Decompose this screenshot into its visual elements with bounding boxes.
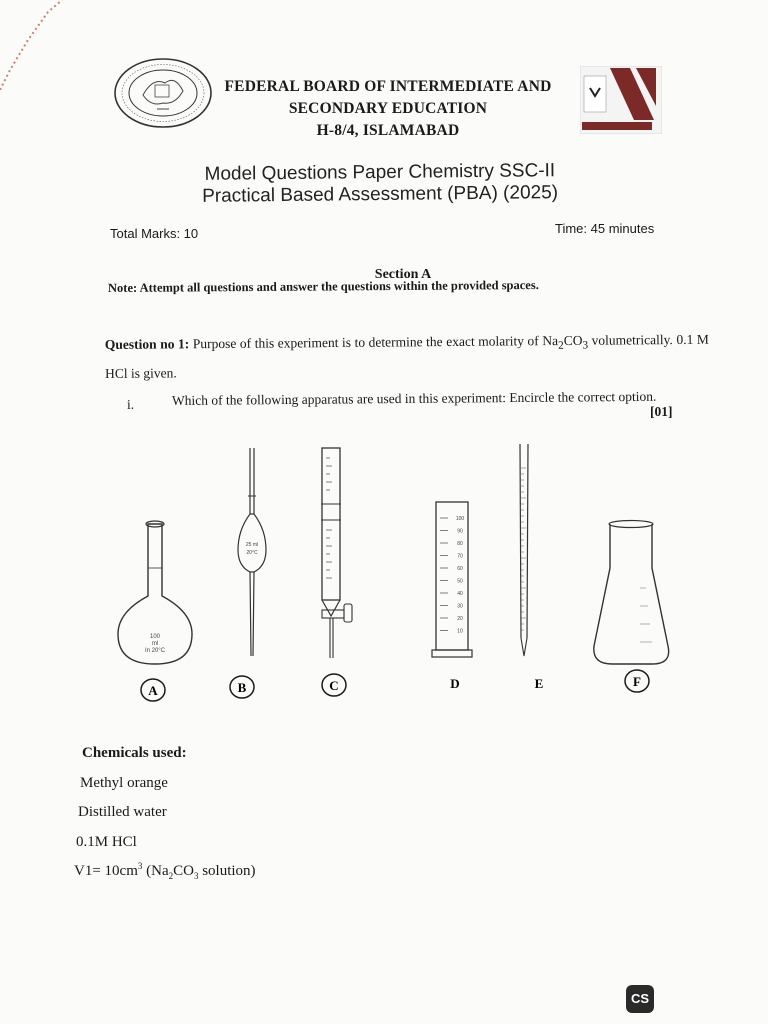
v1-d: solution) — [198, 863, 256, 879]
question-1-text-a: Purpose of this experiment is to determine the exact molarity of Na — [189, 333, 559, 352]
flask-volume-text: 100 — [149, 634, 161, 640]
v1-sub3: 3 — [193, 871, 199, 881]
board-address: H-8/4, ISLAMABAD — [316, 122, 460, 139]
cylinder-tick-label: 30 — [457, 603, 463, 610]
label-f[interactable]: F — [633, 674, 641, 689]
cylinder-tick-labels — [456, 516, 465, 635]
sub-question-text: Which of the following apparatus are used in this experiment: Encircle the correct option. — [171, 388, 657, 408]
cylinder-tick-label: 70 — [457, 553, 463, 560]
question-1 — [105, 328, 709, 386]
v1-sup: 3 — [137, 861, 143, 871]
label-e[interactable]: E — [534, 676, 544, 691]
volume-v1 — [74, 861, 256, 881]
cylinder-tick-label: 90 — [457, 528, 463, 535]
v1-a: V1= 10cm — [74, 863, 138, 879]
page-corner-mark — [0, 0, 70, 90]
burette-icon — [321, 448, 352, 658]
paper-title-line2: Practical Based Assessment (PBA) (2025) — [202, 182, 559, 207]
volumetric-flask-icon — [118, 521, 192, 664]
question-1-text-b: CO — [563, 332, 583, 348]
sub-question-marks: [01] — [650, 404, 673, 419]
cylinder-tick-label: 40 — [457, 591, 463, 597]
section-title: Section A — [374, 267, 432, 282]
chemical-item: 0.1M HCl — [76, 834, 137, 850]
cylinder-tick-label: 80 — [457, 541, 463, 547]
fbise-seal-logo — [113, 57, 213, 129]
measuring-cylinder-icon — [432, 502, 472, 657]
chemical-item: Methyl orange — [80, 775, 168, 791]
pipette-temp-text: 20°C — [246, 550, 258, 556]
pipette-volume-text: 25 ml — [245, 542, 259, 548]
label-b[interactable]: B — [237, 680, 247, 695]
graduated-pipette-icon — [520, 444, 528, 656]
pipette-icon — [238, 448, 266, 656]
cylinder-tick-label: 100 — [455, 516, 465, 522]
cylinder-tick-label: 10 — [457, 628, 463, 635]
v1-b: (Na — [142, 863, 169, 879]
total-marks: Total Marks: 10 — [110, 226, 199, 241]
label-a[interactable]: A — [148, 683, 158, 698]
chemicals-title: Chemicals used: — [82, 745, 187, 761]
british-assessment-bureau-logo — [580, 66, 662, 134]
board-name-line2: SECONDARY EDUCATION — [288, 100, 488, 117]
paper-title-line1: Model Questions Paper Chemistry SSC-II — [204, 160, 556, 185]
camscanner-badge: CS — [626, 985, 654, 1013]
chemical-item: Distilled water — [78, 804, 167, 820]
question-1-text-c: volumetrically. 0.1 M HCl is given. — [105, 331, 709, 381]
question-1-sub-3: 3 — [582, 339, 589, 352]
cylinder-tick-label: 20 — [457, 616, 463, 622]
board-name-line1: FEDERAL BOARD OF INTERMEDIATE AND — [224, 78, 552, 95]
apparatus-labels — [141, 670, 649, 701]
v1-sub2: 2 — [168, 871, 174, 881]
question-1-label: Question no 1: — [104, 336, 190, 353]
v1-c: CO — [173, 863, 194, 879]
question-1-sub-2: 2 — [558, 339, 564, 352]
label-d[interactable]: D — [450, 676, 460, 691]
cylinder-tick-label: 60 — [457, 566, 463, 572]
flask-unit-text: ml — [151, 641, 159, 647]
section-note: Note: Attempt all questions and answer the questions within the provided spaces. — [107, 277, 539, 295]
apparatus-illustration — [100, 438, 680, 720]
label-c[interactable]: C — [329, 678, 339, 693]
time-allowed: Time: 45 minutes — [555, 221, 655, 236]
flask-temp-text: In 20°C — [144, 648, 166, 654]
board-name — [215, 76, 561, 142]
paper-title — [150, 160, 610, 209]
cylinder-tick-label: 50 — [457, 578, 463, 585]
conical-flask-icon — [594, 521, 669, 665]
sub-question-number: i. — [127, 397, 135, 412]
